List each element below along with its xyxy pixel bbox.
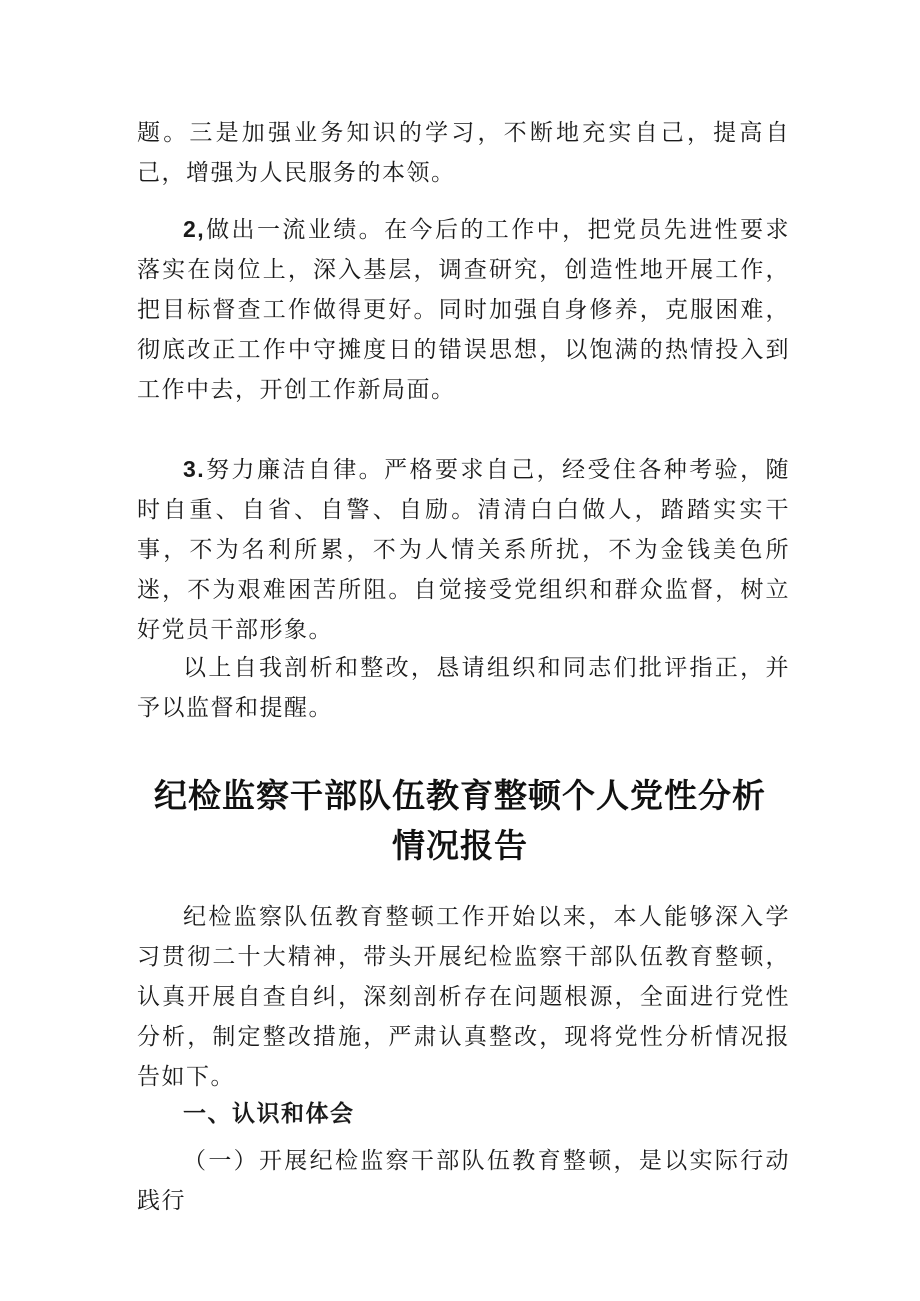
- paragraph-section-1-1: （一）开展纪检监察干部队伍教育整顿，是以实际行动践行: [137, 1148, 790, 1214]
- paragraph-intro: 纪检监察队伍教育整顿工作开始以来，本人能够深入学习贯彻二十大精神，带头开展纪检监察干部队伍教育整顿，认真开展自查自纠，深刻剖析存在问题根源，全面进行党性分析，制定整改措施，严肃认真整改，现将党性分析情况报告如下。: [137, 904, 790, 1090]
- paragraph-item-2: [137, 209, 790, 410]
- item-text: 努力廉洁自律。严格要求自己，经受住各种考验，随时自重、自省、自警、自励。清清白白做人，踏踏实实干事，不为名利所累，不为人情关系所扰，不为金钱美色所迷，不为艰难困苦所阻。自觉接受党组织和群众监督，树立好党员干部形象。: [137, 457, 790, 643]
- report-title-line-2: 情况报告: [392, 826, 528, 865]
- item-text: 做出一流业绩。在今后的工作中，把党员先进性要求落实在岗位上，深入基层，调查研究，创造性地开展工作，把目标督查工作做得更好。同时加强自身修养，克服困难，彻底改正工作中守摊度日的错误思想，以饱满的热情投入到工作中去，开创工作新局面。: [137, 217, 790, 403]
- section-heading-1: 一、认识和体会: [183, 1101, 355, 1127]
- paragraph-continuation: 题。三是加强业务知识的学习，不断地充实自己，提高自己，增强为人民服务的本领。: [137, 120, 790, 186]
- report-title-line-1: 纪检监察干部队伍教育整顿个人党性分析: [154, 776, 766, 815]
- paragraph-item-3: [137, 449, 790, 650]
- paragraph-closing: 以上自我剖析和整改，恳请组织和同志们批评指正，并予以监督和提醒。: [137, 655, 790, 721]
- item-number: 3.: [183, 456, 206, 482]
- item-number: 2,: [183, 216, 206, 242]
